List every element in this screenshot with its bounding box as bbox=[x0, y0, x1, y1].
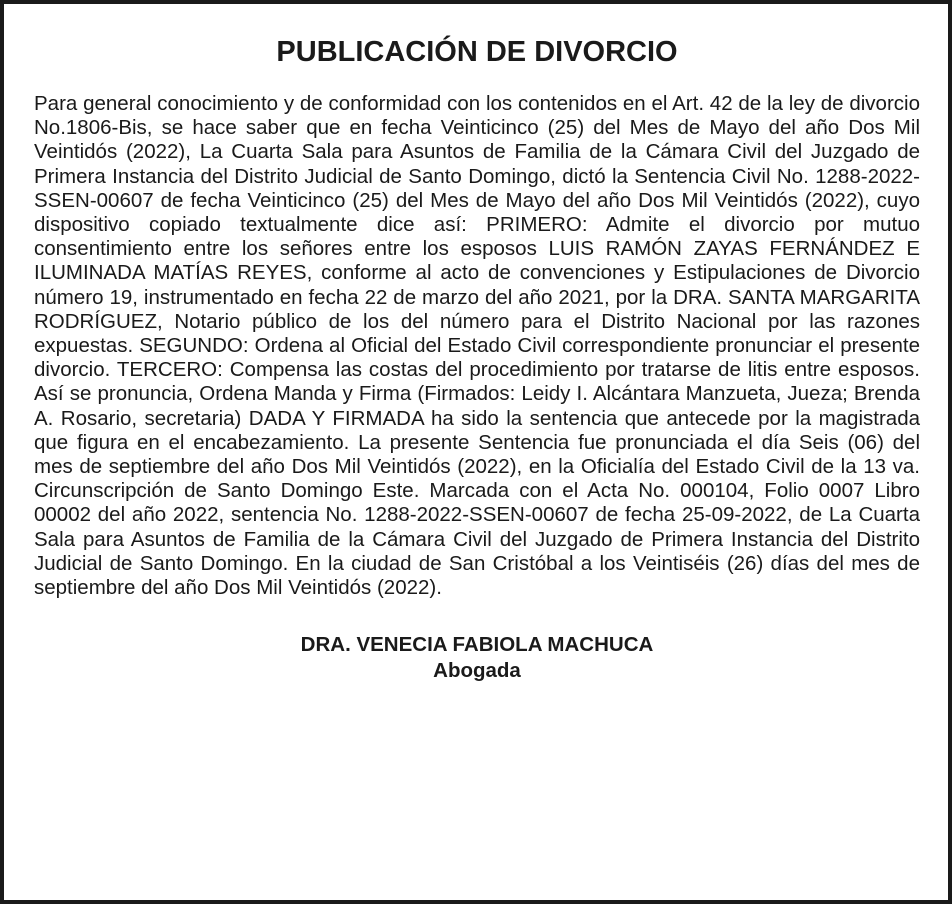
notice-body: Para general conocimiento y de conformidad con los contenidos en el Art. 42 de la ley de divorcio No.1806-Bis, se hace saber que en fecha Veinticinco (25) del Mes de Mayo del año Dos Mil Veintidós (2022), La Cuarta Sala para Asuntos de Familia de la Cámara Civil del Juzgado de Primera Instancia del Distrito Judicial de Santo Domingo, dictó la Sentencia Civil No. 1288-2022-SSEN-00607 de fecha Veinticinco (25) del Mes de Mayo del año Dos Mil Veintidós (2022), cuyo dispositivo copiado textualmente dice así: PRIMERO: Admite el divorcio por mutuo consentimiento entre los señores entre los esposos LUIS RAMÓN ZAYAS FERNÁNDEZ E ILUMINADA MATÍAS REYES, conforme al acto de convenciones y Estipulaciones de Divorcio número 19, instrumentado en fecha 22 de marzo del año 2021, por la DRA. SANTA MARGARITA RODRÍGUEZ, Notario público de los del número para el Distrito Nacional por las razones expuestas. SEGUNDO: Ordena al Oficial del Estado Civil correspondiente pronunciar el presente divorcio. TERCERO: Compensa las costas del procedimiento por tratarse de litis entre esposos. Así se pronuncia, Ordena Manda y Firma (Firmados: Leidy I. Alcántara Manzueta, Jueza; Brenda A. Rosario, secretaria) DADA Y FIRMADA ha sido la sentencia que antecede por la magistrada que figura en el encabezamiento. La presente Sentencia fue pronunciada el día Seis (06) del mes de septiembre del año Dos Mil Veintidós (2022), en la Oficialía del Estado Civil de la 13 va. Circunscripción de Santo Domingo Este. Marcada con el Acta No. 000104, Folio 0007 Libro 00002 del año 2022, sentencia No. 1288-2022-SSEN-00607 de fecha 25-09-2022, de La Cuarta Sala para Asuntos de Familia de la Cámara Civil del Juzgado de Primera Instancia del Distrito Judicial de Santo Domingo. En la ciudad de San Cristóbal a los Veintiséis (26) días del mes de septiembre del año Dos Mil Veintidós (2022). bbox=[34, 92, 920, 600]
signature-block bbox=[34, 632, 920, 684]
signer-role: Abogada bbox=[433, 659, 521, 683]
signer-name: DRA. VENECIA FABIOLA MACHUCA bbox=[300, 633, 654, 657]
notice-title: PUBLICACIÓN DE DIVORCIO bbox=[276, 36, 678, 68]
